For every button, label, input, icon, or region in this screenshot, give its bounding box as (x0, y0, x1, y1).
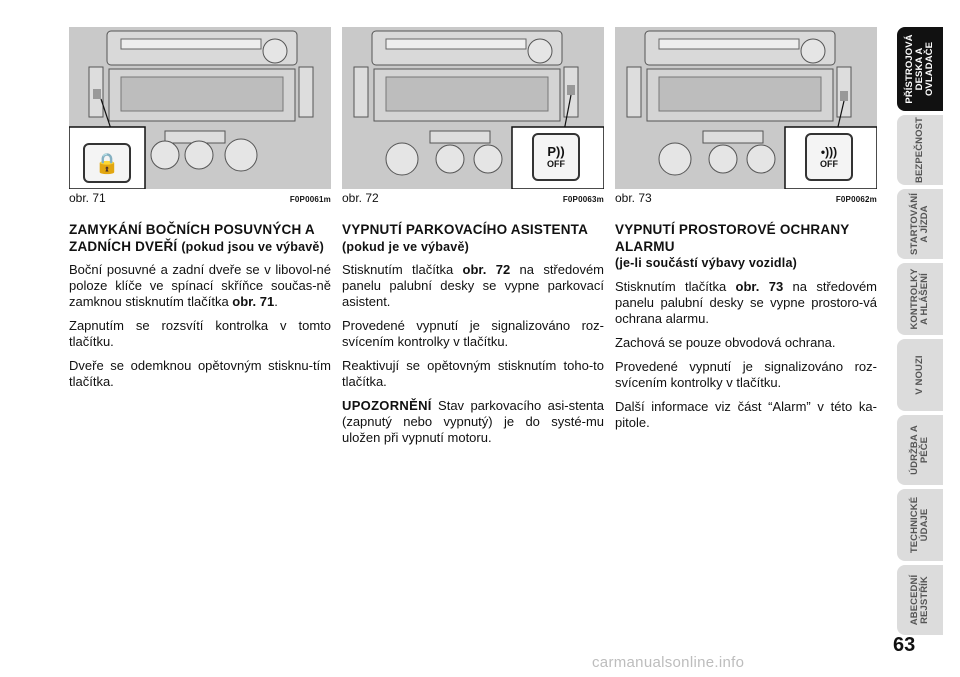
figure-reference: obr. 72 (462, 262, 511, 277)
paragraph: Provedené vypnutí je signalizováno roz-svícením kontrolky v tlačítku. (342, 318, 604, 349)
paragraph: Další informace viz část “Alarm” v této ka-pitole. (615, 398, 877, 430)
paragraph-text: Stisknutím tlačítka (342, 262, 463, 277)
figure-reference: obr. 73 (735, 278, 784, 294)
figure-label: obr. 73 (615, 191, 652, 205)
section-title-sub: (je-li součástí výbavy vozidla) (615, 256, 797, 270)
section-title-text: ZAMYKÁNÍ BOČNÍCH POSUVNÝCH A ZADNÍCH DVEŘÍ (69, 222, 315, 254)
paragraph: Reaktivují se opětovným stisknutím toho-to tlačítka. (342, 358, 604, 389)
figure-caption-71 (69, 191, 331, 207)
figure-label: obr. 71 (69, 191, 106, 205)
tab-v-nouzi[interactable] (897, 339, 943, 411)
section-title (615, 222, 877, 272)
paragraph (342, 262, 604, 310)
tab-bezpecnost[interactable] (897, 115, 943, 185)
paragraph-text: . (274, 294, 278, 309)
paragraph: Provedené vypnutí je signalizováno roz-svícením kontrolky v tlačítku. (615, 358, 877, 390)
tab-startovani[interactable] (897, 189, 943, 259)
tab-pristrojova-deska[interactable] (897, 27, 943, 111)
section-title-sub: (pokud jsou ve výbavě) (181, 239, 324, 254)
tab-label: PŘÍSTROJOVÁ DESKA A OVLADAČE (904, 34, 935, 104)
paragraph: Dveře se odemknou opětovným stisknu-tím tlačítka. (69, 358, 331, 389)
figure-72 (342, 27, 604, 189)
section-title (342, 222, 604, 255)
figure-code: F0P0063m (562, 195, 604, 204)
paragraph: Zapnutím se rozsvítí kontrolka v tomto tlačítku. (69, 318, 331, 349)
figure-label: obr. 72 (342, 191, 379, 205)
alarm-wave-glyph: •))) (820, 145, 838, 159)
tab-label: V NOUZI (914, 355, 925, 395)
tab-udrzba[interactable] (897, 415, 943, 485)
figure-code: F0P0062m (835, 195, 877, 204)
tab-label: ABECEDNÍ REJSTŘÍK (909, 574, 930, 626)
icon-off-label: OFF (547, 159, 565, 169)
figure-code: F0P0061m (289, 195, 331, 204)
paragraph-text: na středovém panelu palubní desky se vypne prostoro-vá ochrana alarmu. (615, 278, 878, 326)
watermark: carmanualsonline.info (592, 654, 745, 671)
paragraph-text: na středovém panelu palubní desky se vypne parkovací asistent. (342, 262, 605, 309)
paragraph: Zachová se pouze obvodová ochrana. (615, 334, 836, 350)
figure-71 (69, 27, 331, 189)
section-title-text: VYPNUTÍ PROSTOROVÉ OCHRANY ALARMU (615, 222, 850, 254)
tab-label: STARTOVÁNÍ A JÍZDA (909, 193, 930, 255)
section-alarm-volumetric (615, 222, 877, 439)
icon-off-label: OFF (820, 159, 838, 169)
section-door-locking (69, 222, 331, 398)
figure-caption-73 (615, 191, 877, 207)
figure-caption-72 (342, 191, 604, 207)
door-lock-icon[interactable]: 🔒 (83, 143, 131, 183)
tab-label: TECHNICKÉ ÚDAJE (909, 496, 930, 554)
paragraph-text: Stav parkovacího asi-stenta (zapnutý nebo vypnutý) je do systé-mu uložen při vypnutí motoru. (342, 398, 604, 445)
tab-technicke-udaje[interactable] (897, 489, 943, 561)
section-title-text: VYPNUTÍ PARKOVACÍHO ASISTENTA (342, 222, 588, 237)
section-parking-assist (342, 222, 604, 454)
parking-p-glyph: P)) (547, 144, 565, 159)
figure-73 (615, 27, 877, 189)
section-title (69, 222, 331, 255)
tab-label: ÚDRŽBA A PÉČE (909, 425, 930, 475)
alarm-off-icon[interactable] (805, 133, 853, 181)
paragraph-text: Stisknutím tlačítka (615, 278, 736, 294)
paragraph (69, 262, 331, 310)
paragraph (615, 279, 877, 327)
tab-label: BEZPEČNOST (914, 117, 925, 183)
page-number: 63 (893, 634, 916, 656)
tab-label: KONTROLKY A HLÁŠENÍ (909, 268, 930, 330)
paragraph-text: Boční posuvné a zadní dveře se v libovol-né poloze klíče ve spínací skříňce součas-ně zamknou stisknutím tlačítka (69, 262, 331, 309)
section-title-sub: (pokud je ve výbavě) (342, 239, 469, 254)
tab-abecedni-rejstrik[interactable] (897, 565, 943, 635)
figure-reference: obr. 71 (232, 294, 275, 309)
parking-sensor-off-icon[interactable] (532, 133, 580, 181)
tab-kontrolky[interactable] (897, 263, 943, 335)
warning-paragraph (342, 398, 604, 446)
warning-label: UPOZORNĚNÍ (342, 398, 432, 413)
